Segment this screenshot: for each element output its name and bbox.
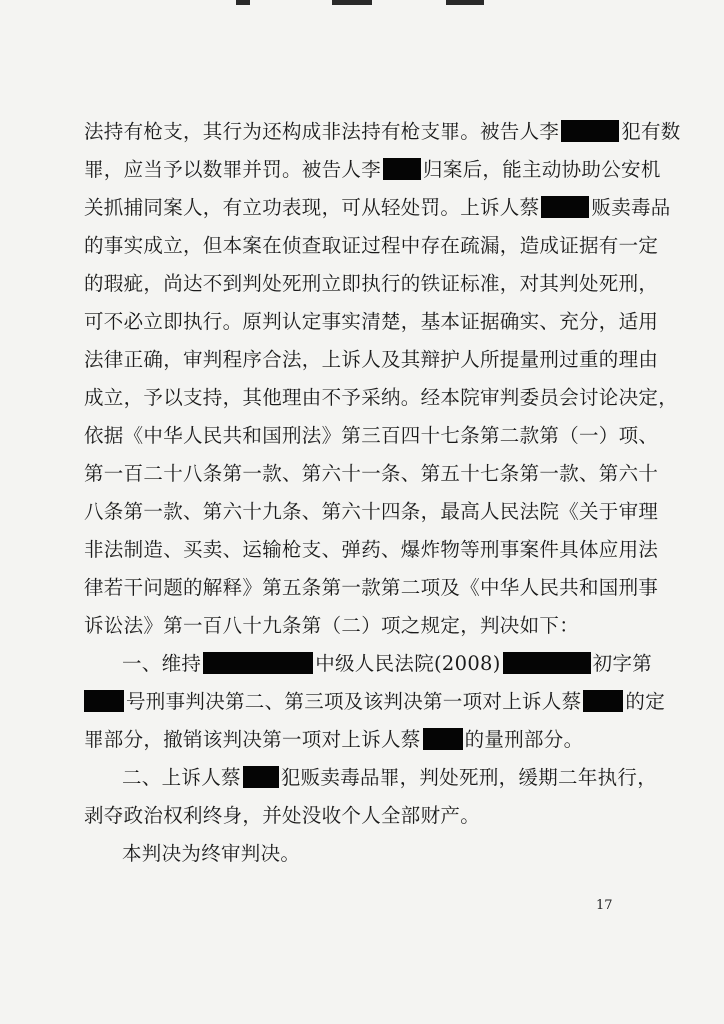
text-line: 依据《中华人民共和国刑法》第三百四十七条第二款第（一）项、 bbox=[84, 424, 659, 447]
text-segment: 中级人民法院(2008) bbox=[315, 652, 501, 675]
text-line: 可不必立即执行。原判认定事实清楚，基本证据确实、充分，适用 bbox=[84, 310, 659, 333]
redaction-box bbox=[423, 728, 463, 750]
text-segment: 贩卖毒品 bbox=[591, 196, 671, 219]
scan-mark bbox=[236, 0, 250, 5]
text-segment: 犯贩卖毒品罪，判处死刑，缓期二年执行， bbox=[280, 766, 658, 789]
redaction-box bbox=[561, 120, 619, 142]
redaction-box bbox=[203, 652, 313, 674]
text-line: 本判决为终审判决。 bbox=[122, 842, 301, 865]
text-segment: 法持有枪支，其行为还构成非法持有枪支罪。被告人李 bbox=[84, 120, 560, 143]
text-line bbox=[84, 118, 681, 146]
text-segment: 罪部分，撤销该判决第一项对上诉人蔡 bbox=[84, 728, 421, 751]
redaction-box bbox=[583, 690, 623, 712]
text-segment: 归案后，能主动协助公安机 bbox=[423, 158, 661, 181]
scan-top-marks bbox=[0, 0, 724, 8]
text-line bbox=[122, 650, 653, 678]
text-line bbox=[122, 764, 658, 792]
text-segment: 的量刑部分。 bbox=[464, 728, 584, 751]
text-line: 剥夺政治权利终身，并处没收个人全部财产。 bbox=[84, 804, 481, 827]
text-line: 第一百二十八条第一款、第六十一条、第五十七条第一款、第六十 bbox=[84, 462, 659, 485]
page-number: 17 bbox=[596, 898, 613, 913]
text-segment: 犯有数 bbox=[621, 120, 681, 143]
text-line bbox=[84, 194, 671, 222]
text-line bbox=[84, 726, 644, 754]
redaction-box bbox=[243, 766, 279, 788]
text-line: 的事实成立，但本案在侦查取证过程中存在疏漏，造成证据有一定 bbox=[84, 234, 659, 257]
text-line: 非法制造、买卖、运输枪支、弹药、爆炸物等刑事案件具体应用法 bbox=[84, 538, 659, 561]
text-segment: 罪，应当予以数罪并罚。被告人李 bbox=[84, 158, 382, 181]
redaction-box bbox=[541, 196, 589, 218]
text-segment: 号刑事判决第二、第三项及该判决第一项对上诉人蔡 bbox=[126, 690, 582, 713]
redaction-box bbox=[383, 158, 421, 180]
text-line: 成立，予以支持，其他理由不予采纳。经本院审判委员会讨论决定， bbox=[84, 386, 679, 409]
text-line: 诉讼法》第一百八十九条第（二）项之规定，判决如下： bbox=[84, 614, 580, 637]
text-segment: 的定 bbox=[625, 690, 666, 713]
text-line bbox=[84, 156, 661, 184]
redaction-box bbox=[503, 652, 591, 674]
text-line bbox=[84, 688, 666, 716]
text-line: 的瑕疵，尚达不到判处死刑立即执行的铁证标准，对其判处死刑， bbox=[84, 272, 659, 295]
text-segment: 二、上诉人蔡 bbox=[122, 766, 241, 789]
text-segment: 初字第 bbox=[592, 652, 653, 675]
text-segment: 关抓捕同案人，有立功表现，可从轻处罚。上诉人蔡 bbox=[84, 196, 540, 219]
text-line: 法律正确，审判程序合法，上诉人及其辩护人所提量刑过重的理由 bbox=[84, 348, 659, 371]
scan-mark bbox=[332, 0, 372, 5]
scan-mark bbox=[446, 0, 484, 5]
redaction-box bbox=[84, 690, 124, 712]
text-line: 律若干问题的解释》第五条第一款第二项及《中华人民共和国刑事 bbox=[84, 576, 659, 599]
text-line: 八条第一款、第六十九条、第六十四条，最高人民法院《关于审理 bbox=[84, 500, 659, 523]
text-segment: 一、维持 bbox=[122, 652, 202, 675]
